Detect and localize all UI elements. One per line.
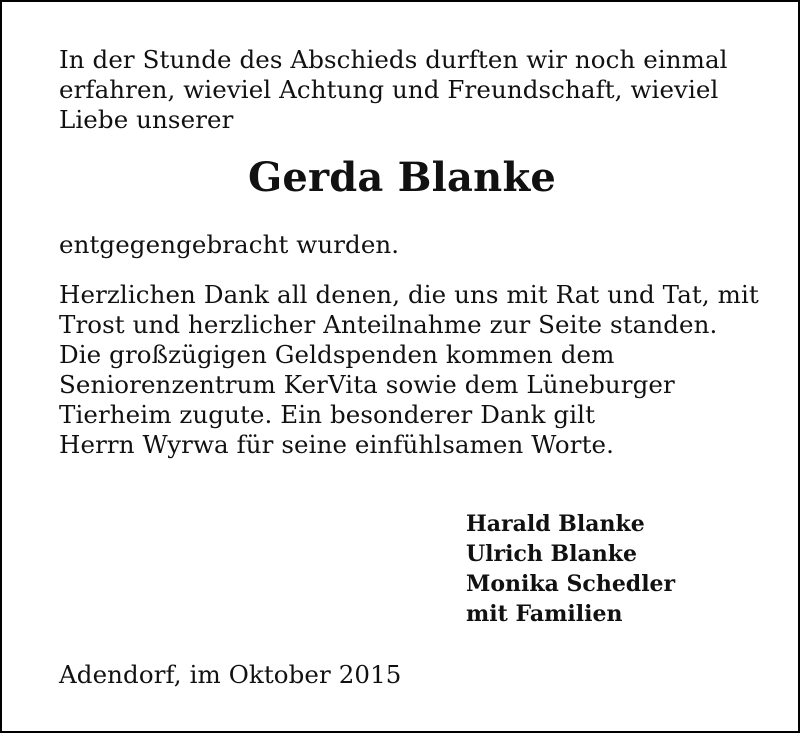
intro-line: erfahren, wieviel Achtung und Freundschaft, wieviel xyxy=(59,75,719,104)
deceased-name: Gerda Blanke xyxy=(247,154,557,201)
place-date-line: Adendorf, im Oktober 2015 xyxy=(59,660,402,689)
signatory-name: Ulrich Blanke xyxy=(466,541,637,567)
signatory-name: Monika Schedler xyxy=(466,571,676,597)
signatories xyxy=(466,509,675,629)
thanks-line: Herzlichen Dank all denen, die uns mit Rat und Tat, mit xyxy=(59,280,759,309)
signatory-name: Harald Blanke xyxy=(466,511,645,537)
thanks-line: Herrn Wyrwa für seine einfühlsamen Worte. xyxy=(59,430,615,459)
intro-paragraph xyxy=(59,45,728,135)
place-date xyxy=(59,660,402,690)
thanks-paragraph xyxy=(59,280,759,460)
intro-line: Liebe unserer xyxy=(59,105,234,134)
signatory-family: mit Familien xyxy=(466,601,623,627)
intro-line: In der Stunde des Abschieds durften wir noch einmal xyxy=(59,45,728,74)
after-name-line: entgegengebracht wurden. xyxy=(59,230,400,259)
after-name-text xyxy=(59,230,399,260)
thanks-line: Tierheim zugute. Ein besonderer Dank gilt xyxy=(59,400,596,429)
thanks-line: Die großzügigen Geldspenden kommen dem xyxy=(59,340,615,369)
thanks-line: Seniorenzentrum KerVita sowie dem Lüneburger xyxy=(59,370,675,399)
thanks-line: Trost und herzlicher Anteilnahme zur Seite standen. xyxy=(59,310,718,339)
